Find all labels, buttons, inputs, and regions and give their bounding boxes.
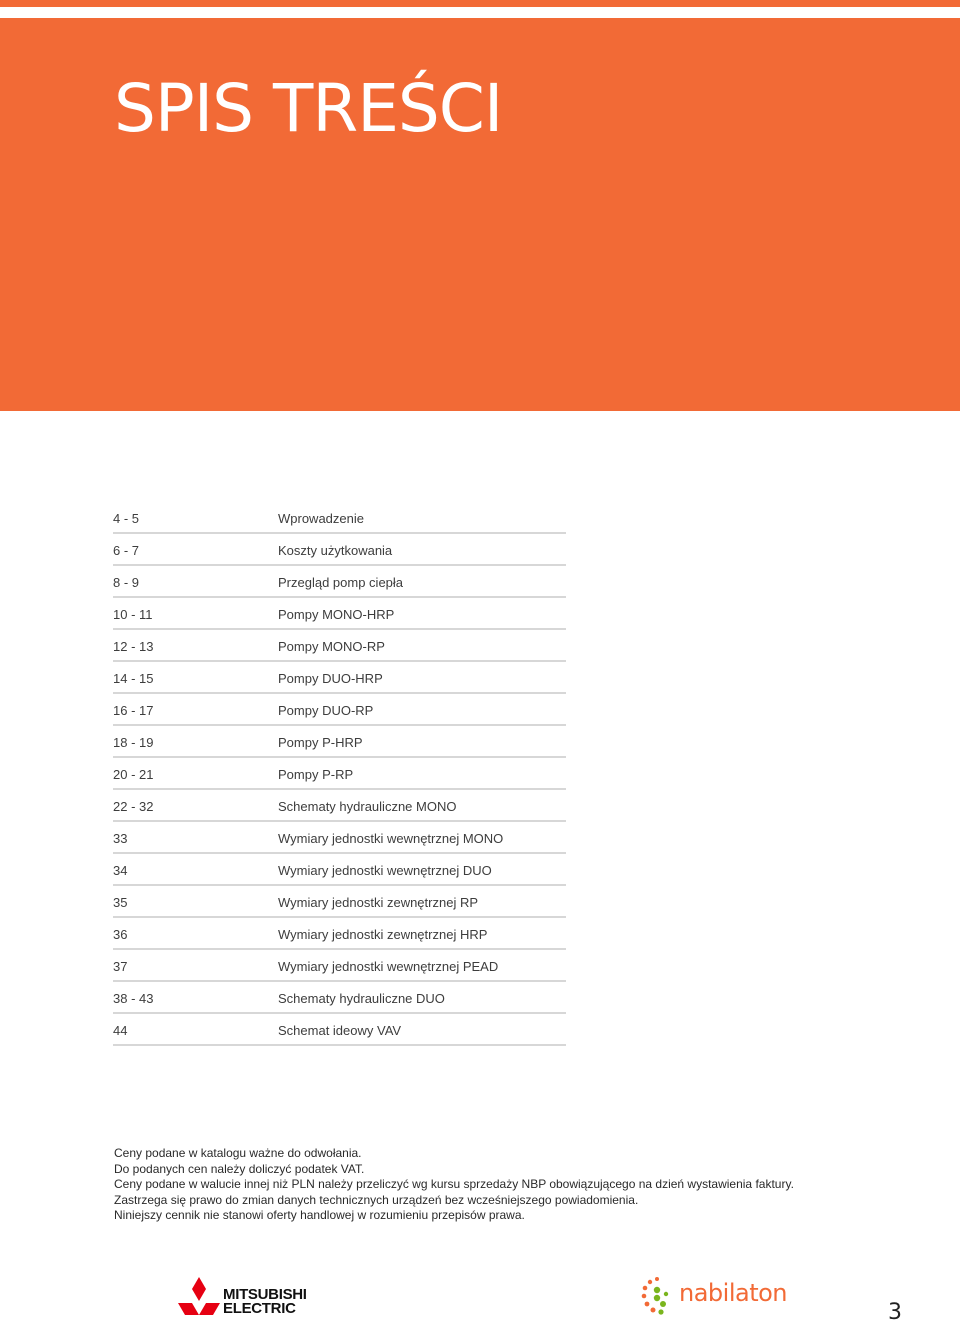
toc-row <box>113 854 566 886</box>
note-line: Do podanych cen należy doliczyć podatek VAT. <box>114 1161 365 1176</box>
nabilaton-logo <box>641 1276 787 1323</box>
toc-section-title: Wymiary jednostki wewnętrznej PEAD <box>278 959 499 974</box>
toc-row <box>113 726 566 758</box>
toc-section-title: Wymiary jednostki zewnętrznej RP <box>278 895 479 910</box>
toc-section-title: Wymiary jednostki zewnętrznej HRP <box>278 927 488 942</box>
note-line: Ceny podane w walucie innej niż PLN należy przeliczyć wg kursu sprzedaży NBP obowiązującego na dzień wystawienia faktury. <box>114 1177 794 1192</box>
toc-page-range: 22 - 32 <box>113 799 154 814</box>
toc-row <box>113 758 566 790</box>
toc-row <box>113 662 566 694</box>
note-line: Zastrzega się prawo do zmian danych technicznych urządzeń bez wcześniejszego powiadomienia. <box>114 1192 639 1207</box>
three-diamonds-icon <box>177 1276 221 1318</box>
toc-row <box>113 694 566 726</box>
mitsubishi-line1: MITSUBISHI <box>223 1286 307 1303</box>
toc-section-title: Wprowadzenie <box>278 511 364 526</box>
toc-page-range: 6 - 7 <box>113 543 140 558</box>
dots-swirl-icon <box>641 1276 675 1318</box>
toc-page-range: 10 - 11 <box>113 607 153 622</box>
toc-page-range: 4 - 5 <box>113 511 140 526</box>
toc-section-title: Pompy MONO-RP <box>278 639 385 654</box>
toc-section-title: Wymiary jednostki wewnętrznej MONO <box>278 831 504 846</box>
mitsubishi-electric-logo <box>177 1276 307 1323</box>
toc-row <box>113 534 566 566</box>
toc-row <box>113 598 566 630</box>
toc-section-title: Pompy DUO-RP <box>278 703 374 718</box>
toc-section-title: Pompy MONO-HRP <box>278 607 395 622</box>
toc-page-range: 33 <box>113 831 128 846</box>
toc-section-title: Schematy hydrauliczne DUO <box>278 991 445 1006</box>
toc-row <box>113 630 566 662</box>
toc-row <box>113 950 566 982</box>
toc-page-range: 12 - 13 <box>113 639 154 654</box>
toc-page-range: 8 - 9 <box>113 575 140 590</box>
toc-section-title: Koszty użytkowania <box>278 543 393 558</box>
mitsubishi-wordmark <box>223 1288 307 1316</box>
table-of-contents <box>113 502 566 1046</box>
toc-section-title: Schemat ideowy VAV <box>278 1023 402 1038</box>
price-notes <box>114 1146 934 1224</box>
toc-section-title: Pompy P-RP <box>278 767 354 782</box>
toc-row <box>113 918 566 950</box>
toc-row <box>113 790 566 822</box>
note-line: Niniejszy cennik nie stanowi oferty handlowej w rozumieniu przepisów prawa. <box>114 1208 525 1223</box>
top-accent-strip <box>0 0 960 7</box>
toc-row <box>113 822 566 854</box>
toc-row <box>113 886 566 918</box>
toc-section-title: Pompy P-HRP <box>278 735 363 750</box>
note-line: Ceny podane w katalogu ważne do odwołania. <box>114 1146 362 1160</box>
toc-row <box>113 502 566 534</box>
toc-page-range: 34 <box>113 863 128 878</box>
mitsubishi-line2: ELECTRIC <box>223 1300 296 1317</box>
toc-page-range: 20 - 21 <box>113 767 154 782</box>
nabilaton-wordmark: nabilaton <box>679 1279 787 1307</box>
toc-page-range: 38 - 43 <box>113 991 154 1006</box>
title-banner <box>0 18 960 411</box>
page-number: 3 <box>888 1300 902 1325</box>
toc-row <box>113 566 566 598</box>
toc-row <box>113 1014 566 1046</box>
toc-page-range: 18 - 19 <box>113 735 154 750</box>
toc-page-range: 36 <box>113 927 128 942</box>
toc-page-range: 37 <box>113 959 128 974</box>
toc-section-title: Przegląd pomp ciepła <box>278 575 404 590</box>
toc-section-title: Wymiary jednostki wewnętrznej DUO <box>278 863 492 878</box>
toc-row <box>113 982 566 1014</box>
toc-page-range: 14 - 15 <box>113 671 154 686</box>
toc-section-title: Pompy DUO-HRP <box>278 671 383 686</box>
toc-page-range: 35 <box>113 895 128 910</box>
toc-section-title: Schematy hydrauliczne MONO <box>278 799 457 814</box>
toc-page-range: 16 - 17 <box>113 703 154 718</box>
toc-page-range: 44 <box>113 1023 128 1038</box>
page-title: SPIS TREŚCI <box>114 70 503 147</box>
